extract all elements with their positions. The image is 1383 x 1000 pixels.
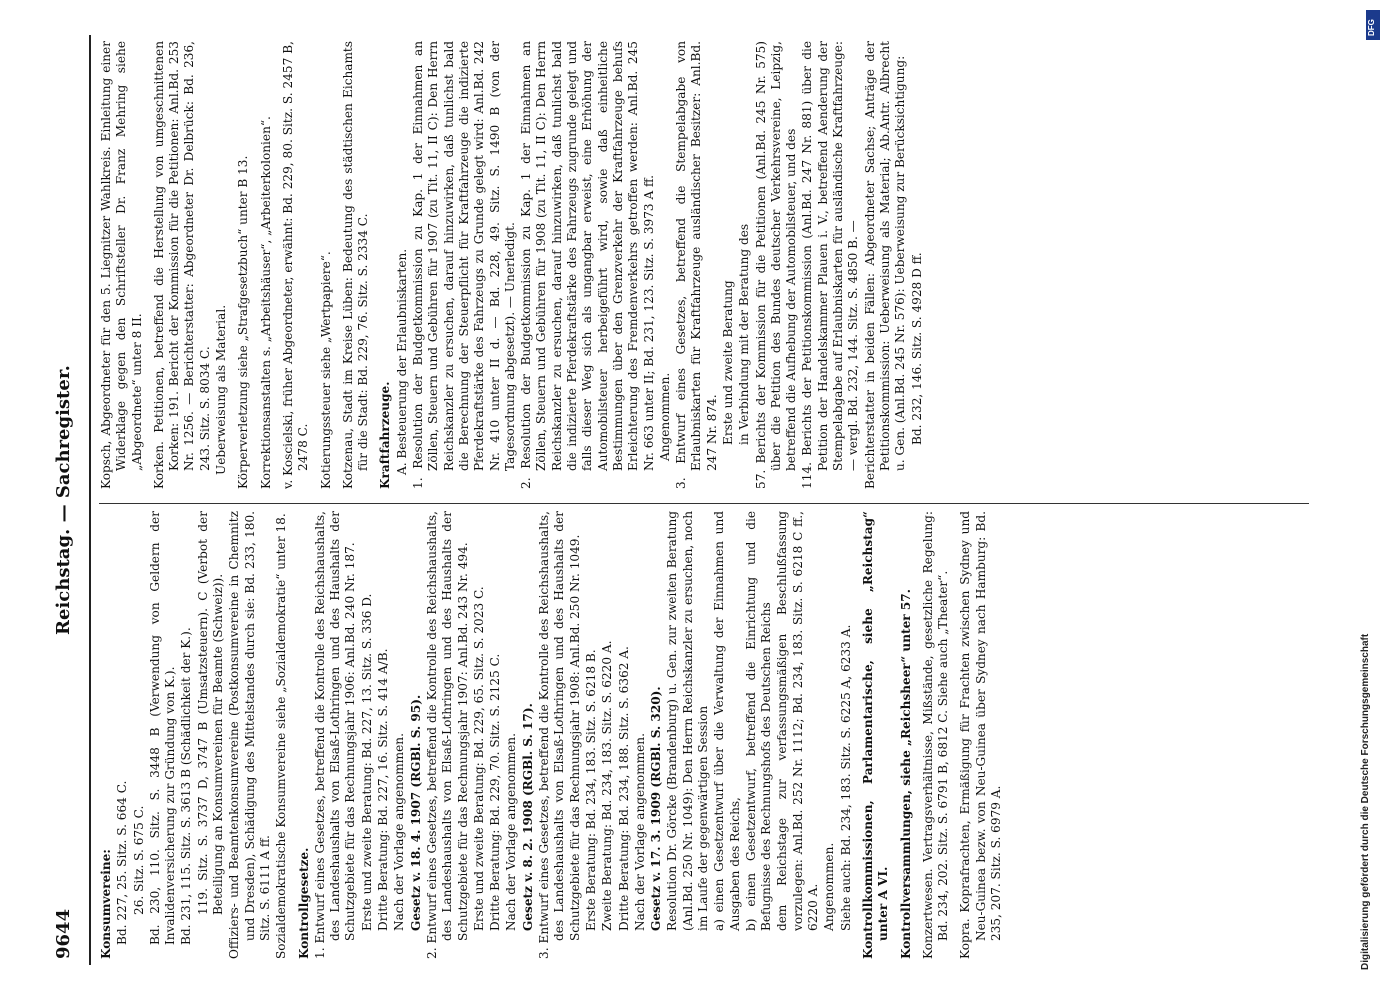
running-title: Reichstag. — Sachregister.	[53, 365, 74, 635]
right-column-entry: 3. Entwurf eines Gesetzes, betreffend die Stempelabgabe von Erlaubniskarten für Kraftfahrzeuge ausländischer Besitzer: Anl.Bd. 247 Nr. 874.	[674, 41, 719, 489]
left-column-entry: 1. Entwurf eines Gesetzes, betreffend die Kontrolle des Reichshaushalts, des Landeshaushalts von Elsaß-Lothringen und des Haushalts der Schutzgebiete für das Rechnungsjahr 1906: Anl.Bd. 240 Nr. 187.	[312, 511, 358, 959]
page-header	[45, 35, 91, 965]
right-column-entry: 114. Berichts der Petitionskommission (Anl.Bd. 247 Nr. 881) über die Petition der Handelskammer Plauen i. V., betreffend Aenderung der Stempelabgabe auf Erlaubniskarten für ausländische Kraftfahrzeuge: — vergl. Bd. 232, 144. Sitz. S. 4850 B. —	[800, 41, 861, 489]
left-column-entry: Erste und zweite Beratung: Bd. 227, 13. Sitz. S. 336 D.	[359, 593, 374, 931]
left-column-entry: Dritte Beratung: Bd. 227, 16. Sitz. S. 414 A/B.	[376, 648, 391, 931]
left-column-entry: Angenommen.	[822, 842, 837, 931]
right-column-entry: v. Koscielski, früher Abgeordneter, erwähnt: Bd. 229, 80. Sitz. S. 2457 B, 2478 C.	[280, 41, 311, 489]
left-column-entry: 3. Entwurf eines Gesetzes, betreffend die Kontrolle des Reichshaushalts, des Landeshaushalts von Elsaß-Lothringen und des Haushalts der Schutzgebiete für das Rechnungsjahr 1908: Anl.Bd. 250 Nr. 1049.	[537, 511, 582, 959]
left-column-entry: Bd. 231, 115. Sitz. S. 3613 B (Schädlichkeit der K.).	[179, 627, 194, 945]
left-column-entry: dem Reichstage zur verfassungsmäßigen Beschlußfassung vorzulegen: Anl.Bd. 252 Nr. 1112; Bd. 234, 183. Sitz. S. 6218 C ff., 6220 A.	[775, 511, 821, 931]
left-column-entry: 26. Sitz. S. 675 C.	[131, 805, 146, 915]
left-column-entry: Kontrollversammlungen, siehe „Reichsheer“ unter 57.	[898, 589, 913, 959]
left-column-entry: a) einen Gesetzentwurf über die Verwaltung der Einnahmen und Ausgaben des Reichs,	[712, 511, 742, 931]
right-column-entry: Körperverletzung siehe „Strafgesetzbuch“ unter B 13.	[236, 155, 251, 489]
left-column-entry: Dritte Beratung: Bd. 229, 70. Sitz. S. 2125 C.	[488, 653, 503, 931]
left-column-entry: Konzertwesen. Vertragsverhältnisse, Mißstände, gesetzliche Regelung: Bd. 234, 202. Sitz. S. 6791 B, 6812 C. Siehe auch „Theater“.	[920, 511, 951, 959]
right-column-entry: Angenommen.	[657, 372, 672, 461]
left-column-entry: Kopra. Koprafrachten, Ermäßigung für Frachten zwischen Sydney und Neu-Guinea bezw. von Neu-Guinea über Sydney nach Hamburg: Bd. 235, 207. Sitz. S. 6979 A.	[958, 511, 1004, 959]
left-column-entry: Gesetz v. 18. 4. 1907 (RGBl. S. 95).	[408, 694, 423, 931]
right-column-entry: 2. Resolution der Budgetkommission zu Kap. 1 der Einnahmen an Zöllen, Steuern und Gebühren für 1908 (zu Tit. 11, II C): Den Herrn Reichskanzler zu ersuchen, darauf hinzuwirken, daß tunlichst bald die indizierte Pferdekraftstärke des Fahrzeugs zugrunde gelegt und falls dieser Weg sich als ungangbar erweist, eine Erhöhung der Automobilsteuer herbeigeführt wird, sowie daß einheitliche Bestimmungen über den Grenzverkehr der Kraftfahrzeuge behufs Erleichterung des Fremdenverkehrs getroffen werden: Anl.Bd. 245 Nr. 663 unter II; Bd. 231, 123. Sitz. S. 3973 A ff.	[519, 41, 656, 489]
left-column-entry: Nach der Vorlage angenommen.	[632, 733, 647, 931]
right-column-entry: Ueberweisung als Material.	[214, 304, 229, 475]
left-column-entry: Resolution Dr. Görcke (Brandenburg) u. Gen. zur zweiten Beratung (Anl.Bd. 250 Nr. 1049): Den Herrn Reichskanzler zu ersuchen, noch im Laufe der gegenwärtigen Session	[665, 511, 710, 931]
right-column-entry: Kotierungssteuer siehe „Wertpapiere“.	[318, 251, 333, 489]
left-column-entry: Bd. 230, 110. Sitz. S. 3448 B (Verwendung von Geldern der Invalidenversicherung zur Gründung von K.).	[147, 511, 178, 945]
right-column-entry: Berichterstatter in beiden Fällen: Abgeordneter Sachse; Anträge der Petitionskommission: Ueberweisung als Material; Ab.Antr. Albrecht u. Gen. (Anl.Bd. 245 Nr. 576): Ueberweisung zur Berücksichtigung:	[862, 41, 908, 489]
left-column-entry: Kontrollkommissionen, Parlamentarische, siehe „Reichstag“ unter A VI.	[860, 511, 891, 959]
digitization-margin	[1358, 10, 1378, 990]
left-column-entry: Sozialdemokratische Konsumvereine siehe „Sozialdemokratie“ unter 18.	[274, 513, 289, 959]
left-column-entry: Gesetz v. 8. 2. 1908 (RGBl. S. 17).	[520, 703, 535, 931]
dfg-logo-text: DFG	[1367, 19, 1376, 36]
right-column-entry: 1. Resolution der Budgetkommission zu Kap. 1 der Einnahmen an Zöllen, Steuern und Gebühren für 1907 (zu Tit. 11, II C): Den Herrn Reichskanzler zu ersuchen, darauf hinzuwirken, daß tunlichst bald die Berechnung der Steuerpflicht für Kraftfahrzeuge die indizierte Pferdekraftstärke des Fahrzeugs zu Grunde gelegt wird: Anl.Bd. 242 Nr. 410 unter II d. — Bd. 228, 49. Sitz. S. 1490 B (von der Tagesordnung abgesetzt). — Unerledigt.	[411, 41, 517, 489]
right-column-entry: Bd. 232, 146. Sitz. S. 4928 D ff.	[909, 252, 924, 445]
left-column-entry: Erste und zweite Beratung: Bd. 229, 65. Sitz. S. 2023 C.	[471, 586, 486, 931]
right-column-entry: Korken. Petitionen, betreffend die Herstellung von umgeschnittenen Korken: 191. Bericht der Kommission für die Petitionen: Anl.Bd. 253 Nr. 1256. — Berichterstatter: Abgeordneter Dr. Delbrück: Bd. 236, 243. Sitz. S. 8034 C.	[151, 41, 212, 489]
right-column	[99, 41, 1345, 489]
left-column	[99, 511, 1345, 959]
right-column-entry: Erste und zweite Beratung	[720, 280, 735, 445]
rotated-index-page	[45, 35, 1345, 965]
left-column-entry: Erste Beratung: Bd. 234, 183. Sitz. S. 6218 B.	[583, 649, 598, 931]
left-column-entry: Zweite Beratung: Bd. 234, 183. Sitz. S. 6220 A.	[600, 640, 615, 931]
column-divider	[99, 503, 1309, 504]
right-column-entry: A. Besteuerung der Erlaubniskarten.	[394, 248, 409, 475]
left-column-entry: Nach der Vorlage angenommen.	[392, 733, 407, 931]
right-column-entry: 57. Berichts der Kommission für die Petitionen (Anl.Bd. 245 Nr. 575) über die Petition des Bundes deutscher Verkehrsvereine, Leipzig, betreffend die Aufhebung der Automobilsteuer, und des	[753, 41, 799, 489]
left-column-entry: 119. Sitz. S. 3737 D, 3747 B (Umsatzsteuern). C (Verbot der Beteiligung an Konsumvereinen für Beamte (Schweiz)).	[195, 511, 226, 915]
left-column-entry: b) einen Gesetzentwurf, betreffend die Einrichtung und die Befugnisse des Rechnungshofs des Deutschen Reichs	[743, 511, 774, 931]
left-column-entry: Dritte Beratung: Bd. 234, 188. Sitz. S. 6362 A.	[616, 646, 631, 931]
left-column-entry: 2. Entwurf eines Gesetzes, betreffend die Kontrolle des Reichshaushalts, des Landeshaushalts von Elsaß-Lothringen und des Haushalts der Schutzgebiete für das Rechnungsjahr 1907: Anl.Bd. 243 Nr. 494.	[424, 511, 470, 959]
dfg-logo	[1366, 10, 1380, 40]
left-column-entry: Nach der Vorlage angenommen.	[504, 733, 519, 931]
right-column-entry: in Verbindung mit der Beratung des	[737, 223, 752, 445]
right-column-entry: Kraftfahrzeuge.	[378, 381, 393, 489]
right-column-entry: Korrektionsanstalten s. „Arbeitshäuser“, „Arbeiterkolonien“.	[258, 116, 273, 489]
right-column-entry: Kotzenau, Stadt im Kreise Lüben: Bedeutung des städtischen Eichamts für die Stadt: Bd. 229, 76. Sitz. S. 2334 C.	[340, 41, 371, 489]
right-column-entry: Kopsch, Abgeordneter für den 5. Liegnitzer Wahlkreis. Einleitung einer Widerklage gegen den Schriftsteller Dr. Franz Mehring siehe „Abgeordnete“ unter 8 II.	[99, 41, 144, 489]
left-column-entry: Gesetz v. 17. 3. 1909 (RGBl. S. 320).	[649, 686, 664, 931]
left-column-entry: Kontrollgesetze.	[296, 847, 311, 959]
digitization-note: Digitalisierung gefördert durch die Deutsche Forschungsgemeinschaft	[1360, 633, 1371, 970]
left-column-entry: Bd. 227, 25. Sitz. S. 664 C.	[115, 780, 130, 945]
left-column-entry: Offiziers- und Beamtenkonsumvereine (Postkonsumvereine in Chemnitz und Dresden), Schädigung des Mittelstandes durch sie: Bd. 233, 180. Sitz. S. 6111 A ff.	[227, 511, 272, 959]
page-number: 9644	[53, 908, 74, 959]
left-column-entry: Konsumvereine:	[99, 849, 113, 959]
left-column-entry: Siehe auch: Bd. 234, 183. Sitz. S. 6225 A, 6233 A.	[838, 624, 853, 931]
